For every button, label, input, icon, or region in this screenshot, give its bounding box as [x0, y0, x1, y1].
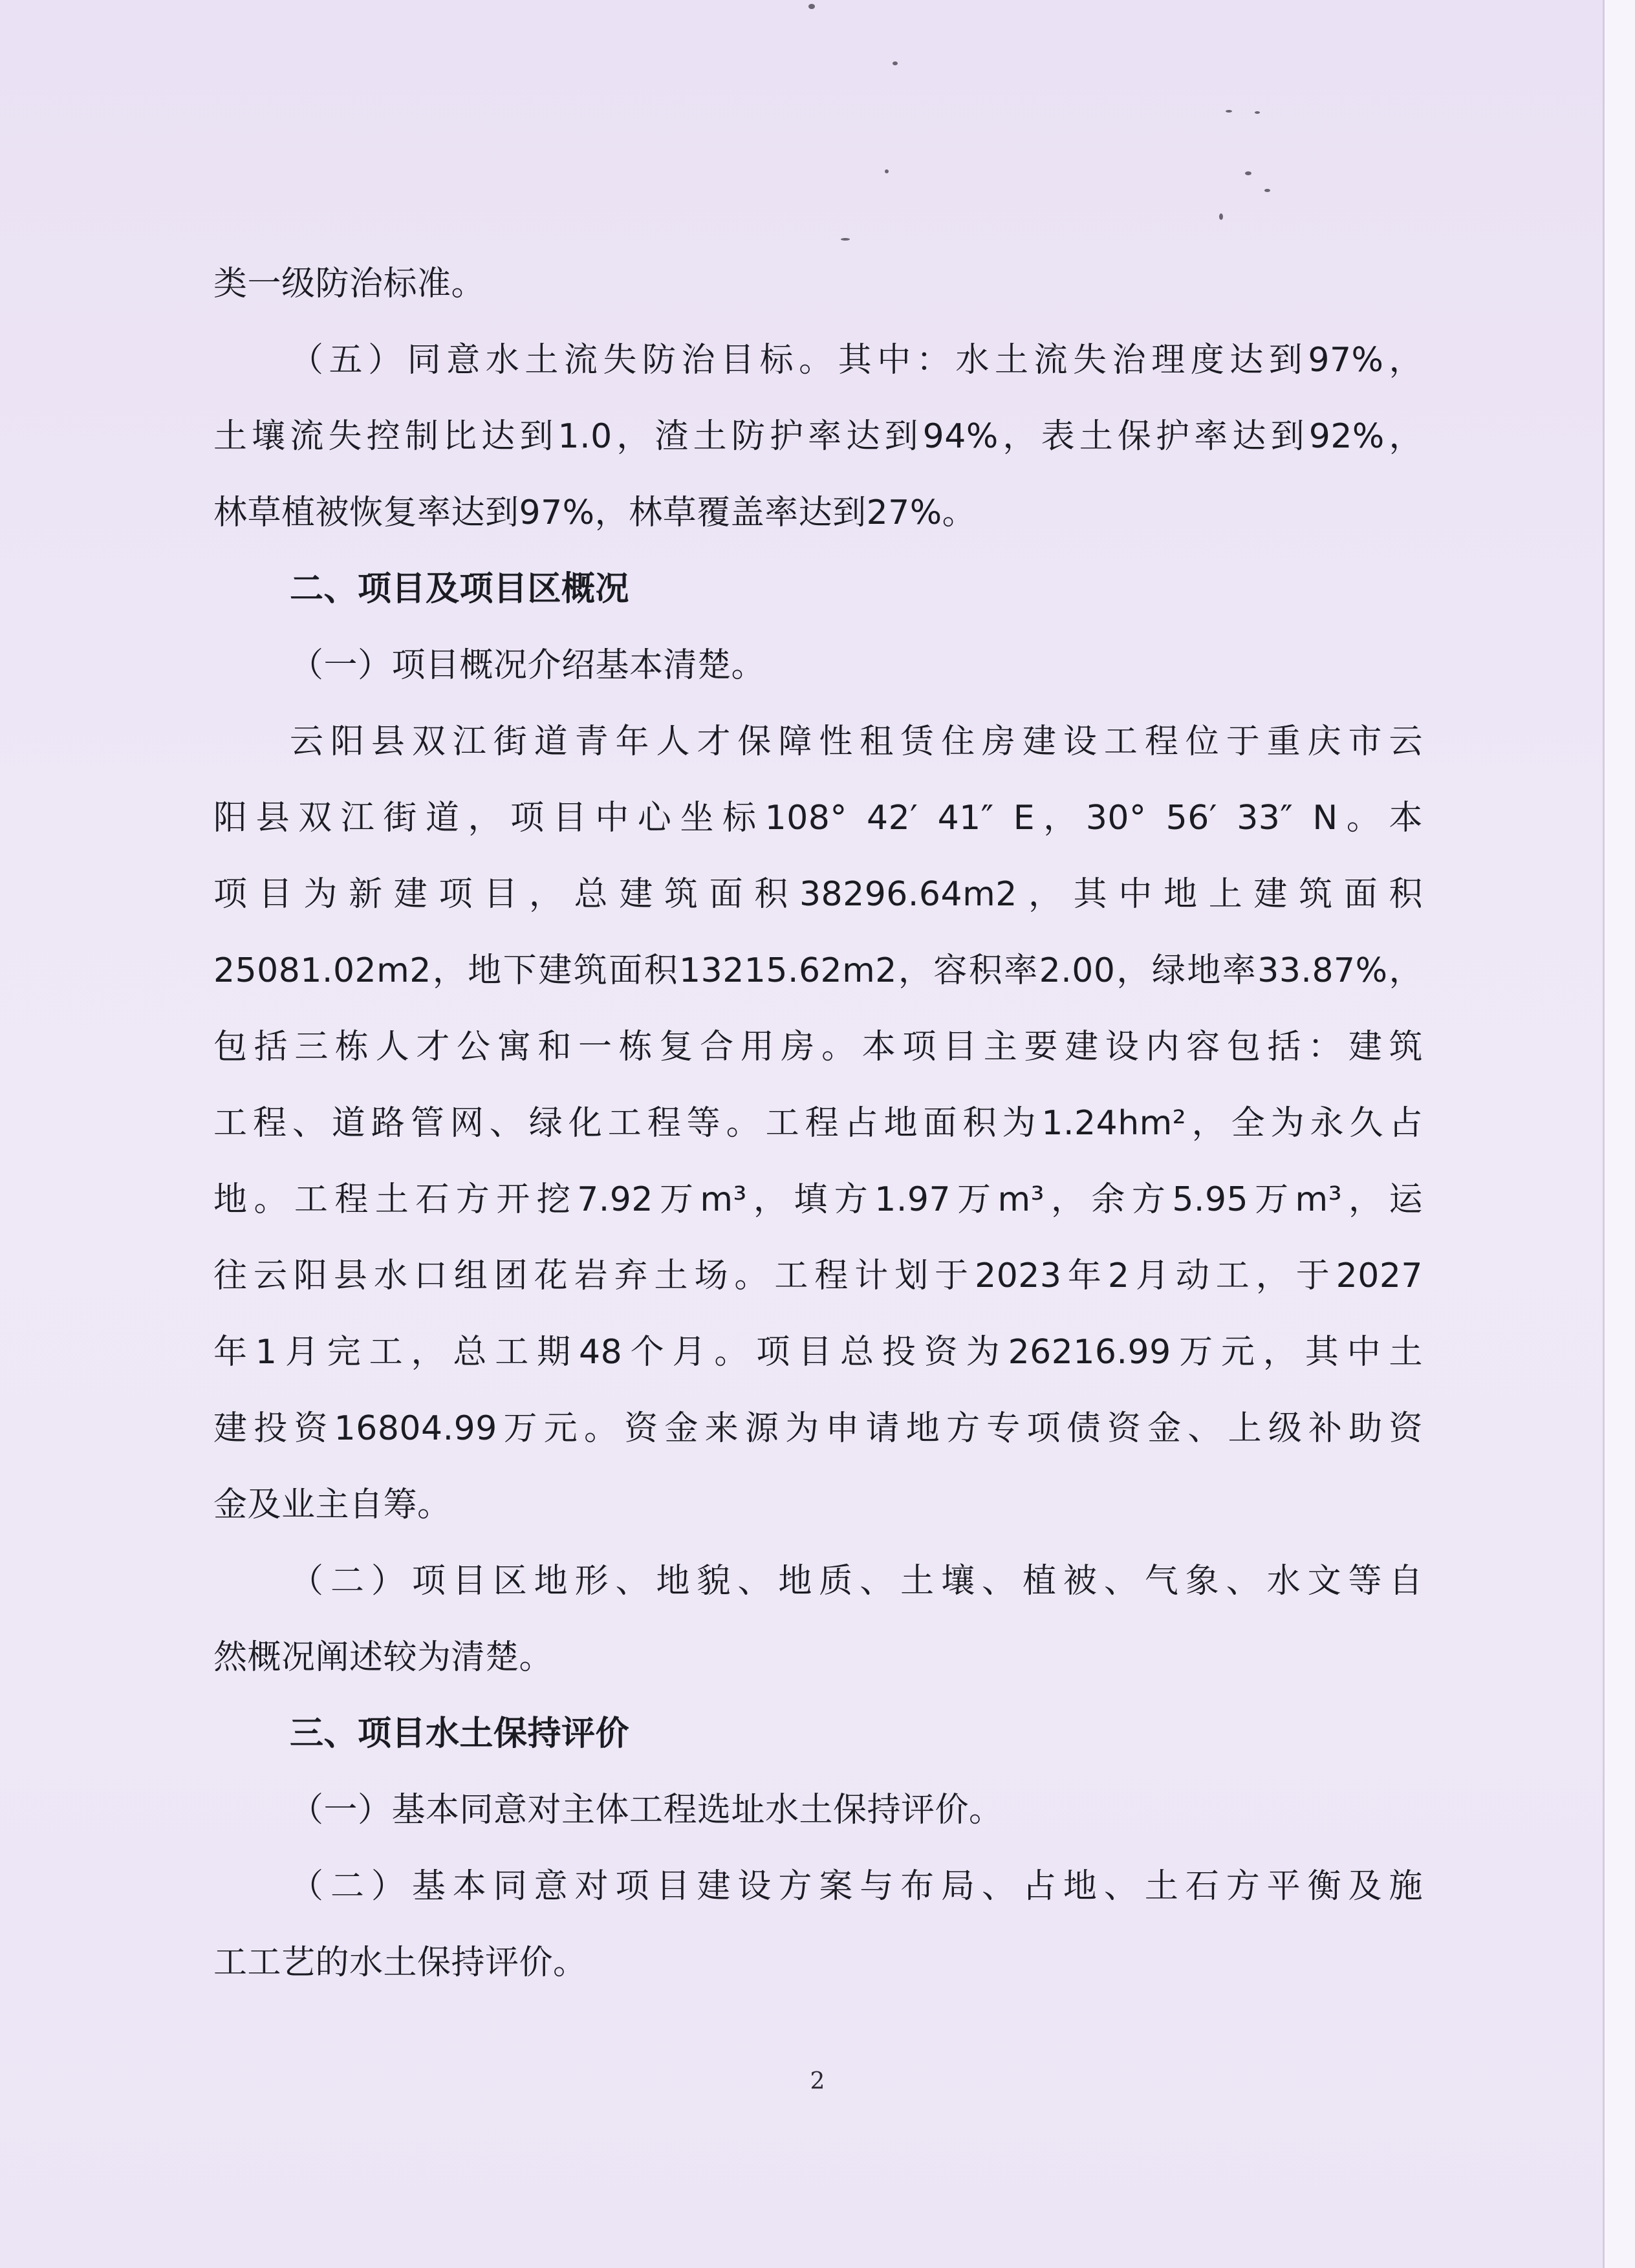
paragraph-line: 然概况阐述较为清楚。 [213, 1638, 554, 1677]
scan-speck [885, 169, 889, 173]
paragraph-line: 项目为新建项目，总建筑面积38296.64m2，其中地上建筑面积 [213, 875, 1423, 914]
paragraph-line: 包括三栋人才公寓和一栋复合用房。本项目主要建设内容包括：建筑 [213, 1028, 1423, 1066]
paragraph-line: 云阳县双江街道青年人才保障性租赁住房建设工程位于重庆市云 [290, 722, 1423, 761]
paragraph-line: 建投资16804.99万元。资金来源为申请地方专项债资金、上级补助资 [213, 1409, 1423, 1448]
document-body [213, 246, 1423, 2001]
scan-speck [1264, 189, 1270, 192]
page-number: 2 [810, 2068, 825, 2095]
paragraph-line: （一）项目概况介绍基本清楚。 [290, 646, 766, 685]
section-heading: 二、项目及项目区概况 [290, 570, 630, 609]
scan-speck [808, 4, 815, 9]
section-heading: 三、项目水土保持评价 [290, 1714, 630, 1753]
scan-speck [1255, 111, 1260, 114]
paragraph-line: （二）项目区地形、地貌、地质、土壤、植被、气象、水文等自 [290, 1562, 1423, 1601]
paragraph-line: 25081.02m2，地下建筑面积13215.62m2，容积率2.00，绿地率33.87%， [213, 951, 1423, 990]
paragraph-line: 阳县双江街道，项目中心坐标108° 42′ 41″ E，30° 56′ 33″ N。本 [213, 799, 1423, 837]
paragraph-line: （二）基本同意对项目建设方案与布局、占地、土石方平衡及施 [290, 1867, 1423, 1906]
scan-right-margin [1604, 0, 1635, 2268]
paragraph-line: 金及业主自筹。 [213, 1485, 451, 1524]
scan-speck [841, 238, 850, 241]
paragraph-line: 林草植被恢复率达到97%，林草覆盖率达到27%。 [213, 493, 977, 532]
scan-speck [1245, 171, 1251, 175]
paragraph-line: 往云阳县水口组团花岩弃土场。工程计划于2023年2月动工，于2027 [213, 1257, 1423, 1295]
scan-speck [893, 61, 898, 65]
paragraph-line: 工工艺的水土保持评价。 [213, 1943, 587, 1982]
paragraph-line: 年1月完工，总工期48个月。项目总投资为26216.99万元，其中土 [213, 1333, 1423, 1372]
paragraph-line: 土壤流失控制比达到1.0，渣土防护率达到94%，表土保护率达到92%， [213, 417, 1423, 456]
paragraph-line: 地。工程土石方开挖7.92万m³，填方1.97万m³，余方5.95万m³，运 [213, 1180, 1423, 1219]
scan-speck [1226, 110, 1232, 113]
paragraph-line: （一）基本同意对主体工程选址水土保持评价。 [290, 1791, 1003, 1830]
paragraph-line: 类一级防治标准。 [213, 265, 486, 303]
scan-edge-line [1603, 0, 1605, 2268]
paragraph-line: （五）同意水土流失防治目标。其中：水土流失治理度达到97%， [290, 341, 1423, 380]
scan-speck [1219, 213, 1223, 220]
paragraph-line: 工程、道路管网、绿化工程等。工程占地面积为1.24hm²，全为永久占 [213, 1104, 1423, 1143]
